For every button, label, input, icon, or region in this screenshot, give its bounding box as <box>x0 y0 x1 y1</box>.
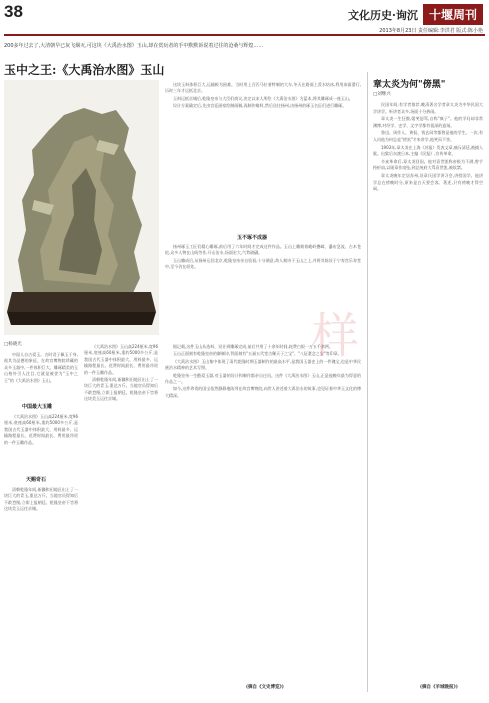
paragraph: 乾隆皇帝一生酷爱玉器,对玉器的设计和制作都亲自过问。这件《大禹治水图》玉山,正是他晚年最为得意的作品之一。 <box>165 372 361 385</box>
paragraph: 《大禹治水图》玉山高224厘米,宽96厘米,底座高60厘米,重约5000多公斤,是我国古代玉器中体积最大、用料最多、运输路程最长、花费时间最长、费用最昂贵的一件玉雕作品。 <box>4 414 78 445</box>
subheading-heaven-stone: 天赐奇石 <box>26 477 47 483</box>
article-col-1b <box>4 414 78 447</box>
header-right <box>348 4 483 34</box>
paragraph: 如今,这件珍贵的国宝依然静静地陈列在故宫博物院,向世人讲述着大禹治水的故事,也见证着中华玉文化的博大精深。 <box>165 386 361 398</box>
paragraph: 设计方案确定后,先由宫廷画家绘制画稿,再制作蜡样,然后送往扬州,由扬州的琢玉名匠们进行雕琢。 <box>173 103 347 109</box>
paragraph: 鲁迅、周作人、黄侃、钱玄同等都曾是他的学生。一次,有人问他为何总是"傍黑"才来讲学,他笑而不答。 <box>373 130 483 142</box>
paragraph: 扬州琢玉工匠们精心雕琢,前后用了六年时间才完成这件作品。玉山上雕刻着峻岭叠嶂、瀑布急流、古木苍松,众多人物在山间劳作,开山治水,场面宏大,气势磅礴。 <box>165 244 361 256</box>
subheading-largest-jade: 中国最大玉雕 <box>22 404 53 410</box>
paragraph: 中国人自古爱玉。古时君子佩玉于身,视其为品德的象征。在故宫博物院珍藏的众多玉器中,一件体积巨大、雕琢精美的玉山格外引人注目,它就是被誉为"玉中之王"的《大禹治水图》玉山。 <box>4 352 78 383</box>
section-title: 文化历史·询沉 <box>348 8 418 22</box>
subheading-jade-carving: 玉不琢不成器 <box>237 235 268 241</box>
page-header <box>0 0 489 38</box>
paragraph: 章太炎一生狂傲,嬉笑怒骂,自称"疯子"。他的学问却非常渊博,对经学、史学、文字学都有很深的造诣。 <box>373 116 483 128</box>
paragraph: 《大禹治水图》玉山高224厘米,宽96厘米,底座高60厘米,重约5000多公斤,是我国古代玉器中体积最大、用料最多、运输路程最长、花费时间最长、费用最昂贵的一件玉雕作品。 <box>84 344 158 375</box>
sidebar-byline: □刘继兴 <box>373 92 391 97</box>
article-col-1c <box>4 487 78 514</box>
watermark <box>300 300 370 370</box>
paragraph: 玉山正面刻有乾隆皇帝的御制诗,背面刻有"五福五代堂古稀天子之宝"、"八征耄念之宝"等印章。 <box>173 351 342 357</box>
paragraph: 清朝乾隆年间,新疆和田地区出土了一块巨大的青玉,重达万斤。当地官员得知后不敢怠慢,立即上报朝廷。乾隆皇帝下旨将这块美玉运往京城。 <box>84 377 158 402</box>
page-number: 38 <box>4 2 23 21</box>
watermark-glyph: 样 <box>310 308 360 364</box>
date-line: 2013年8月23日 责任编辑:李洪君 版式:陈小艳 <box>379 28 483 34</box>
watermark-icon <box>300 300 370 370</box>
article-col-2 <box>84 344 158 404</box>
paragraph: 清朝乾隆年间,新疆和田地区出土了一块巨大的青玉,重达万斤。当地官员得知后不敢怠慢,立即上报朝廷。乾隆皇帝下旨将这块美玉运往京城。 <box>4 487 78 512</box>
article-byline: □杨晓光 <box>4 342 22 347</box>
article-col-3-top <box>165 82 361 111</box>
paragraph: 据记载,这件玉山从选料、设计到雕琢完成,前后共用了十余年时间,耗费白银一万五千余两。 <box>173 344 333 349</box>
article-title: 玉中之王:《大禹治水图》玉山 <box>4 63 165 77</box>
header-rule <box>4 34 485 36</box>
paragraph: 玉山雕成后,从扬州运回北京,乾隆皇帝亲自验看,十分满意,命人刻诗于玉山之上,并将其陈设于宁寿宫乐寿堂中,至今仍在原处。 <box>165 257 361 270</box>
paragraph: 这块玉料体积巨大,运输极为困难。当时用上百匹马拉着特制的大车,冬天在路面上泼水结冰,利用冰面滑行,历时三年才运抵北京。 <box>165 82 361 94</box>
paragraph: 玉料运抵京城后,乾隆皇帝与大臣们商议,决定以宋人所绘《大禹治水图》为蓝本,将其雕琢成一座玉山。 <box>173 95 353 101</box>
paragraph: 章太炎晚年定居苏州,设章氏国学讲习会,讲授国学。他讲学总在傍晚时分,原来是白天要会客、著述,只有傍晚才得空闲。 <box>373 172 483 192</box>
sidebar-title: 章太炎为何"傍黑" <box>373 80 446 90</box>
intro-text: 200多年过去了,大清朝早已灰飞烟灭,可这块《大禹治水图》玉山,却在赏玩者的手中默默诉说着过往的沧桑与辉煌…… <box>4 43 264 49</box>
article-col-1a <box>4 352 78 385</box>
article-source: (摘自《文史博览》) <box>246 685 284 690</box>
paragraph: 《大禹治水图》玉山集中体现了清代乾隆时期玉器制作的最高水平,是我国玉器史上的一件瑰宝,也是中华民族治水精神的艺术写照。 <box>165 358 361 371</box>
jade-mountain-photo <box>4 80 159 335</box>
weekly-badge: 十堰周刊 <box>423 4 483 25</box>
sidebar-source: (摘自《羊城晚报》) <box>420 685 458 690</box>
sidebar-body <box>373 102 483 194</box>
column-divider <box>367 72 368 692</box>
paragraph: 民国年间,有学者推荐,晚清著名学者章太炎为中华民国大学讲学。听讲者众多,场面十分热闹。 <box>373 102 483 114</box>
paragraph: 辛亥革命后,章太炎回国。他对袁世凯称帝极为不满,曾手持折扇,以勋章作扇坠,到总统府大骂袁世凯,被软禁。 <box>373 158 483 171</box>
article-col-3-mid <box>165 244 361 272</box>
paragraph: 1903年,章太炎在上海《苏报》发表文章,痛斥清廷,被捕入狱。出狱后东渡日本,主编《民报》,宣传革命。 <box>373 144 483 157</box>
jade-mountain-image <box>4 80 159 335</box>
